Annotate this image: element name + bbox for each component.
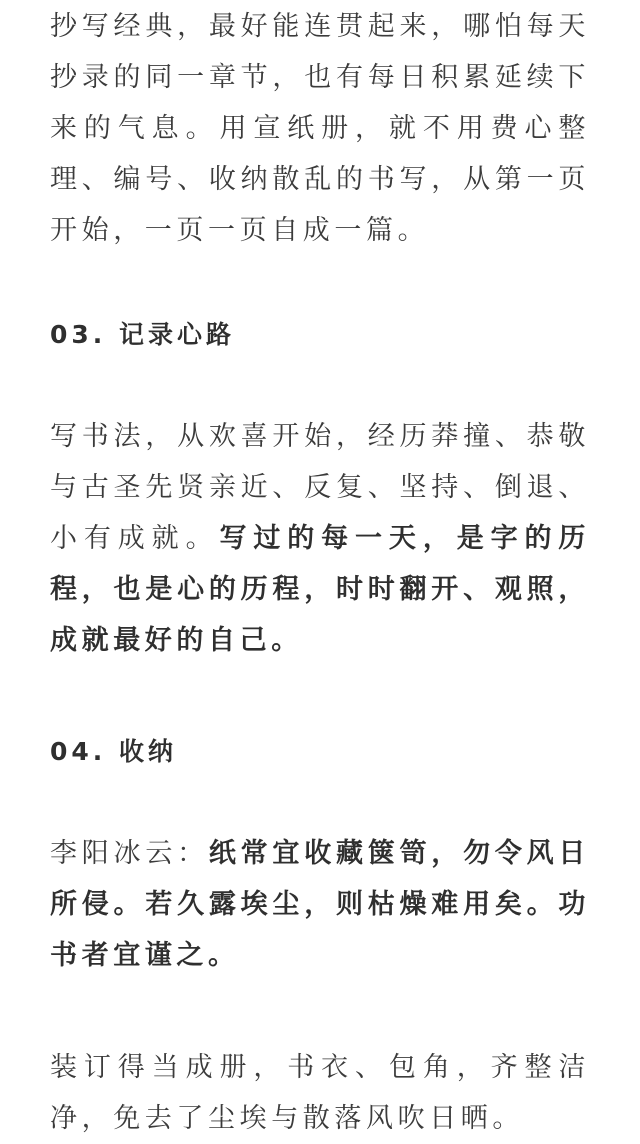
storage-quote-paragraph bbox=[50, 828, 590, 981]
storage-closing-paragraph bbox=[50, 1042, 590, 1144]
intro-paragraph bbox=[50, 0, 590, 256]
intro-text: 抄写经典，最好能连贯起来，哪怕每天抄录的同一章节，也有每日积累延续下来的气息。用宣纸册，就不用费心整理、编号、收纳散乱的书写，从第一页开始，一页一页自成一篇。 bbox=[50, 11, 590, 246]
record-mind-text: 写书法，从欢喜开始，经历莽撞、恭敬与古圣先贤亲近、反复、坚持、倒退、小有成就。 bbox=[50, 421, 590, 554]
record-mind-paragraph bbox=[50, 411, 590, 666]
quote-prefix: 李阳冰云： bbox=[50, 838, 209, 869]
record-mind-bold-text: 写过的每一天，是字的历程，也是心的历程，时时翻开、观照，成就最好的自己。 bbox=[50, 523, 590, 656]
section-heading-record-mind: 03. 记录心路 bbox=[50, 320, 235, 349]
quote-bold-text: 纸常宜收藏箧笥，勿令风日所侵。若久露埃尘，则枯燥难用矣。功书者宜谨之。 bbox=[50, 838, 590, 971]
closing-text: 装订得当成册，书衣、包角，齐整洁净，免去了尘埃与散落风吹日晒。 bbox=[50, 1052, 590, 1134]
section-heading-storage: 04. 收纳 bbox=[50, 737, 177, 766]
